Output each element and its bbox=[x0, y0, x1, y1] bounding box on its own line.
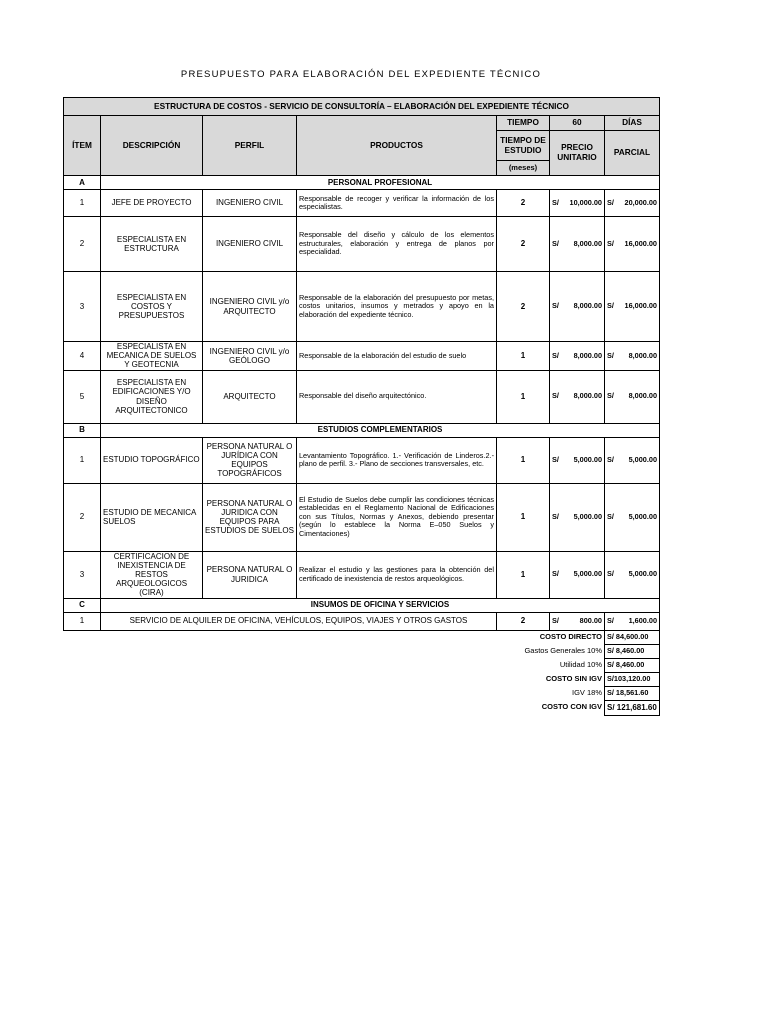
summary-row bbox=[64, 644, 660, 658]
row-tiempo: 2 bbox=[497, 272, 550, 342]
header-tiempo-estudio: TIEMPO DE ESTUDIO bbox=[497, 131, 550, 161]
table-row bbox=[64, 551, 660, 598]
header-precio-unitario: PRECIO UNITARIO bbox=[550, 131, 605, 176]
row-tiempo: 1 bbox=[497, 370, 550, 423]
row-productos: El Estudio de Suelos debe cumplir las condiciones técnicas establecidas en el Reglamento Nacional de Edificaciones con sus Títulos, Normas y Anexos, debiendo presentar (según lo establece la Norma E–050 Suelos y Cimentaciones) bbox=[297, 483, 497, 551]
header-productos: PRODUCTOS bbox=[297, 116, 497, 176]
row-productos: Responsable de la elaboración del estudio de suelo bbox=[297, 342, 497, 371]
row-descripcion: ESTUDIO DE MECANICA SUELOS bbox=[101, 483, 203, 551]
header-meses: (meses) bbox=[497, 161, 550, 176]
table-row bbox=[64, 483, 660, 551]
table-row bbox=[64, 217, 660, 272]
summary-label: COSTO DIRECTO bbox=[539, 631, 602, 641]
row-parcial bbox=[605, 612, 660, 630]
row-tiempo: 1 bbox=[497, 342, 550, 371]
page-title: PRESUPUESTO PARA ELABORACIÓN DEL EXPEDIENTE TÉCNICO bbox=[180, 69, 542, 80]
row-descripcion: ESPECIALISTA EN COSTOS Y PRESUPUESTOS bbox=[101, 272, 203, 342]
section-title: PERSONAL PROFESIONAL bbox=[101, 176, 660, 190]
currency-symbol: S/ bbox=[552, 238, 559, 248]
row-item: 2 bbox=[64, 483, 101, 551]
row-parcial bbox=[605, 217, 660, 272]
row-item: 4 bbox=[64, 342, 101, 371]
currency-symbol: S/ bbox=[607, 511, 614, 521]
currency-symbol: S/ bbox=[552, 454, 559, 464]
table-row bbox=[64, 342, 660, 371]
row-tiempo: 2 bbox=[497, 612, 550, 630]
summary-value: S/ 18,561.60 bbox=[605, 686, 660, 700]
row-precio-value: 8,000.00 bbox=[573, 391, 602, 401]
row-descripcion: ESPECIALISTA EN ESTRUCTURA bbox=[101, 217, 203, 272]
row-perfil: INGENIERO CIVIL y/o ARQUITECTO bbox=[203, 272, 297, 342]
row-item: 3 bbox=[64, 551, 101, 598]
row-item: 1 bbox=[64, 612, 101, 630]
summary-value: S/ 8,460.00 bbox=[605, 644, 660, 658]
row-parcial bbox=[605, 370, 660, 423]
table-banner: ESTRUCTURA DE COSTOS - SERVICIO DE CONSULTORÍA – ELABORACIÓN DEL EXPEDIENTE TÉCNICO bbox=[64, 98, 660, 116]
currency-symbol: S/ bbox=[552, 511, 559, 521]
row-productos: Responsable del diseño y cálculo de los elementos estructurales, elaboración y entrega de planos por especialidad. bbox=[297, 217, 497, 272]
summary-label: COSTO SIN IGV bbox=[545, 673, 602, 683]
currency-symbol: S/ bbox=[552, 301, 559, 311]
table-row bbox=[64, 190, 660, 217]
row-precio-value: 800.00 bbox=[579, 615, 602, 625]
row-item: 2 bbox=[64, 217, 101, 272]
summary-label: Utilidad 10% bbox=[559, 659, 602, 669]
currency-symbol: S/ bbox=[607, 350, 614, 360]
row-perfil: PERSONA NATURAL O JURIDICA CON EQUIPOS PARA ESTUDIOS DE SUELOS bbox=[203, 483, 297, 551]
currency-symbol: S/ bbox=[552, 615, 559, 625]
row-descripcion: SERVICIO DE ALQUILER DE OFICINA, VEHÍCULOS, EQUIPOS, VIAJES Y OTROS GASTOS bbox=[101, 612, 497, 630]
row-perfil: INGENIERO CIVIL bbox=[203, 190, 297, 217]
header-dias-value: 60 bbox=[550, 116, 605, 131]
row-perfil: ARQUITECTO bbox=[203, 370, 297, 423]
row-precio bbox=[550, 612, 605, 630]
summary-value: S/ 84,600.00 bbox=[605, 630, 660, 644]
row-precio bbox=[550, 272, 605, 342]
currency-symbol: S/ bbox=[552, 391, 559, 401]
summary-row bbox=[64, 686, 660, 700]
currency-symbol: S/ bbox=[607, 197, 614, 207]
budget-table bbox=[63, 97, 660, 716]
row-tiempo: 2 bbox=[497, 217, 550, 272]
row-productos: Responsable de la elaboración del presupuesto por metas, costos unitarios, insumos y metrados y apoyo en la elaboración del expediente técnico. bbox=[297, 272, 497, 342]
header-perfil: PERFIL bbox=[203, 116, 297, 176]
section-letter: C bbox=[64, 598, 101, 612]
row-tiempo: 2 bbox=[497, 190, 550, 217]
row-perfil: INGENIERO CIVIL bbox=[203, 217, 297, 272]
section-letter: A bbox=[64, 176, 101, 190]
row-descripcion: ESPECIALISTA EN EDIFICACIONES Y/O DISEÑO ARQUITECTONICO bbox=[101, 370, 203, 423]
row-precio-value: 10,000.00 bbox=[569, 197, 602, 207]
header-dias: DÍAS bbox=[605, 116, 660, 131]
row-precio-value: 5,000.00 bbox=[573, 569, 602, 579]
row-precio-value: 5,000.00 bbox=[573, 511, 602, 521]
currency-symbol: S/ bbox=[552, 197, 559, 207]
row-precio bbox=[550, 217, 605, 272]
summary-row bbox=[64, 630, 660, 644]
row-productos: Responsable de recoger y verificar la información de los especialistas. bbox=[297, 190, 497, 217]
currency-symbol: S/ bbox=[552, 569, 559, 579]
currency-symbol: S/ bbox=[607, 569, 614, 579]
row-precio-value: 8,000.00 bbox=[573, 350, 602, 360]
row-descripcion: CERTIFICACION DE INEXISTENCIA DE RESTOS ARQUEOLOGICOS (CIRA) bbox=[101, 551, 203, 598]
row-item: 1 bbox=[64, 437, 101, 483]
row-descripcion: ESTUDIO TOPOGRÁFICO bbox=[101, 437, 203, 483]
row-precio-value: 8,000.00 bbox=[573, 301, 602, 311]
row-tiempo: 1 bbox=[497, 551, 550, 598]
row-parcial-value: 1,600.00 bbox=[628, 615, 657, 625]
summary-row bbox=[64, 672, 660, 686]
currency-symbol: S/ bbox=[552, 350, 559, 360]
currency-symbol: S/ bbox=[607, 615, 614, 625]
currency-symbol: S/ bbox=[607, 454, 614, 464]
row-productos: Responsable del diseño arquitectónico. bbox=[297, 370, 497, 423]
header-descripcion: DESCRIPCIÓN bbox=[101, 116, 203, 176]
row-parcial-value: 8,000.00 bbox=[628, 350, 657, 360]
row-tiempo: 1 bbox=[497, 483, 550, 551]
table-row bbox=[64, 370, 660, 423]
header-parcial: PARCIAL bbox=[605, 131, 660, 176]
header-item: ÍTEM bbox=[64, 116, 101, 176]
row-parcial bbox=[605, 272, 660, 342]
row-perfil: INGENIERO CIVIL y/o GEÓLOGO bbox=[203, 342, 297, 371]
row-parcial-value: 5,000.00 bbox=[628, 454, 657, 464]
section-title: ESTUDIOS COMPLEMENTARIOS bbox=[101, 423, 660, 437]
section-letter: B bbox=[64, 423, 101, 437]
table-row bbox=[64, 437, 660, 483]
row-descripcion: ESPECIALISTA EN MECANICA DE SUELOS Y GEOTECNIA bbox=[101, 342, 203, 371]
summary-row bbox=[64, 658, 660, 672]
summary-label: COSTO CON IGV bbox=[541, 702, 602, 712]
row-parcial-value: 5,000.00 bbox=[628, 511, 657, 521]
row-item: 5 bbox=[64, 370, 101, 423]
row-precio-value: 8,000.00 bbox=[573, 238, 602, 248]
table-row bbox=[64, 272, 660, 342]
row-precio bbox=[550, 370, 605, 423]
row-precio bbox=[550, 437, 605, 483]
row-productos: Levantamiento Topográfico. 1.- Verificación de Linderos.2.- plano de perfil. 3.- Plano de secciones transversales, etc. bbox=[297, 437, 497, 483]
row-descripcion: JEFE DE PROYECTO bbox=[101, 190, 203, 217]
summary-row bbox=[64, 700, 660, 715]
summary-label: IGV 18% bbox=[571, 687, 602, 697]
row-parcial-value: 5,000.00 bbox=[628, 569, 657, 579]
row-perfil: PERSONA NATURAL O JURIDICA bbox=[203, 551, 297, 598]
summary-label: Gastos Generales 10% bbox=[524, 645, 602, 655]
row-precio bbox=[550, 190, 605, 217]
row-productos: Realizar el estudio y las gestiones para la obtención del certificado de inexistencia de restos arqueológicos. bbox=[297, 551, 497, 598]
row-parcial bbox=[605, 342, 660, 371]
row-parcial-value: 16,000.00 bbox=[624, 301, 657, 311]
row-precio bbox=[550, 483, 605, 551]
summary-value: S/ 8,460.00 bbox=[605, 658, 660, 672]
section-title: INSUMOS DE OFICINA Y SERVICIOS bbox=[101, 598, 660, 612]
summary-value: S/ 121,681.60 bbox=[605, 700, 660, 715]
row-precio bbox=[550, 342, 605, 371]
header-tiempo: TIEMPO bbox=[497, 116, 550, 131]
row-item: 1 bbox=[64, 190, 101, 217]
row-item: 3 bbox=[64, 272, 101, 342]
row-precio bbox=[550, 551, 605, 598]
row-parcial bbox=[605, 483, 660, 551]
currency-symbol: S/ bbox=[607, 391, 614, 401]
row-parcial bbox=[605, 551, 660, 598]
row-parcial-value: 8,000.00 bbox=[628, 391, 657, 401]
row-parcial bbox=[605, 437, 660, 483]
row-parcial bbox=[605, 190, 660, 217]
row-tiempo: 1 bbox=[497, 437, 550, 483]
row-parcial-value: 20,000.00 bbox=[624, 197, 657, 207]
currency-symbol: S/ bbox=[607, 301, 614, 311]
summary-value: S/103,120.00 bbox=[605, 672, 660, 686]
row-precio-value: 5,000.00 bbox=[573, 454, 602, 464]
table-row bbox=[64, 612, 660, 630]
row-parcial-value: 16,000.00 bbox=[624, 238, 657, 248]
currency-symbol: S/ bbox=[607, 238, 614, 248]
row-perfil: PERSONA NATURAL O JURÍDICA CON EQUIPOS TOPOGRÁFICOS bbox=[203, 437, 297, 483]
